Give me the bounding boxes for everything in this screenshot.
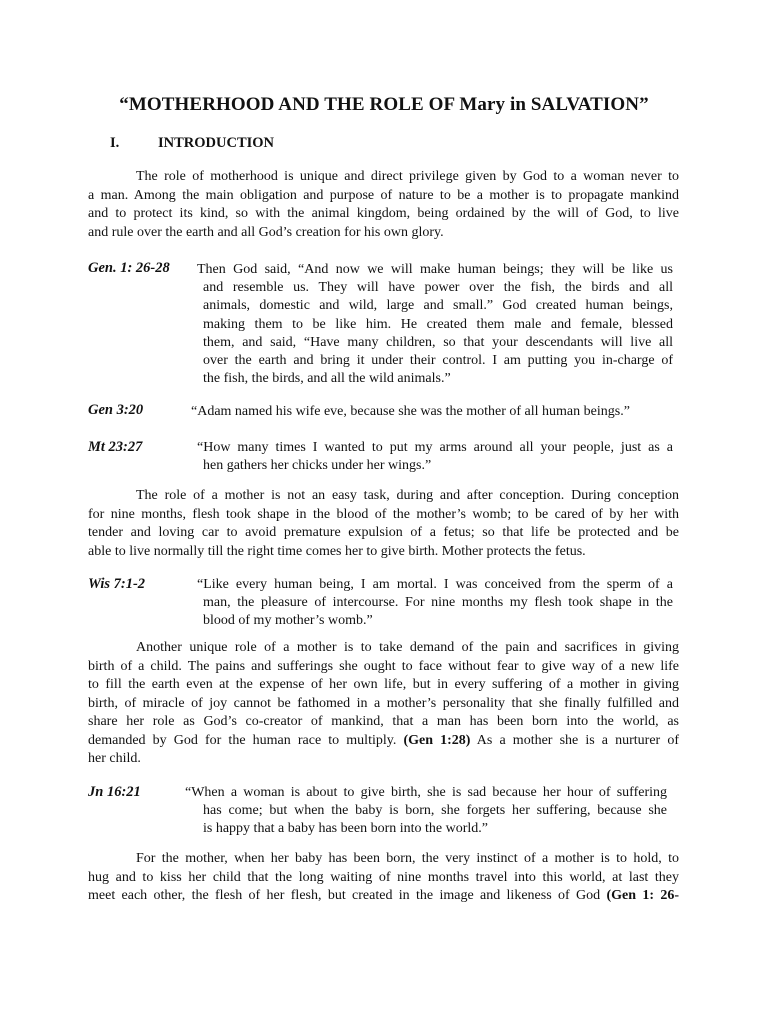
paragraph-line: to fill the earth even at the expense of her own life, but in every suffering of a mother in giving — [88, 677, 679, 692]
paragraph-line: for nine months, flesh took shape in the blood of the mother’s womb; to be cared of by her with — [88, 506, 679, 522]
intro-paragraph — [88, 168, 679, 242]
quote-line: man, the pleasure of intercourse. For nine months my flesh took shape in the — [203, 595, 673, 611]
quote-line: “When a woman is about to give birth, she is sad because her hour of suffering — [185, 785, 667, 800]
quote-line: animals, domestic and wild, large and small.” God created human beings, — [203, 298, 673, 314]
body-paragraph — [88, 487, 679, 561]
paragraph-line: able to live normally till the right time comes her to give birth. Mother protects the fetus. — [88, 543, 586, 559]
quote-line: hen gathers her chicks under her wings.” — [203, 458, 432, 474]
scripture-reference: Gen 3:20 — [88, 402, 144, 418]
paragraph-line: share her role as God’s co-creator of mankind, that a man has been born into the world, as — [88, 714, 679, 729]
paragraph-line: The role of motherhood is unique and direct privilege given by God to a woman never to — [136, 169, 679, 184]
quote-line: “How many times I wanted to put my arms around all your people, just as a — [197, 440, 673, 455]
quote-line: over the earth and bring it under their control. I am putting you in-charge of — [203, 353, 673, 369]
quote-line: is happy that a baby has been born into the world.” — [203, 821, 488, 837]
paragraph-line: a man. Among the main obligation and purpose of nature to be a mother is to propagate mankind — [88, 187, 679, 203]
scripture-quote — [191, 403, 671, 421]
scripture-quote — [197, 576, 673, 631]
paragraph-line: The role of a mother is not an easy task, during and after conception. During conception — [136, 488, 679, 503]
paragraph-line: and to protect its kind, so with the animal kingdom, being ordained by the will of God, to live — [88, 206, 679, 221]
section-title: INTRODUCTION — [158, 135, 275, 151]
paragraph-line: tender and loving car to avoid premature expulsion of a fetus; so that life be protected and be — [88, 525, 679, 540]
citation: (Gen 1: 26- — [606, 888, 679, 903]
quote-line: them, and said, “Have many children, so that your descendants will live all — [203, 334, 673, 350]
paragraph-line: Another unique role of a mother is to take demand of the pain and sacrifices in giving — [136, 640, 679, 655]
paragraph-text: demanded by God for the human race to multiply. — [88, 732, 404, 748]
body-paragraph — [88, 850, 679, 906]
paragraph-line: birth, of miracle of joy cannot be fathomed in a mother’s personality that she finally fulfilled and — [88, 695, 679, 711]
scripture-reference: Gen. 1: 26-28 — [88, 260, 170, 276]
paragraph-text: meet each other, the flesh of her flesh, but created in the image and likeness of God — [88, 888, 607, 903]
paragraph-line — [88, 732, 679, 751]
quote-line: making them to be like him. He created them male and female, blessed — [203, 316, 673, 332]
paragraph-line: For the mother, when her baby has been born, the very instinct of a mother is to hold, to — [136, 851, 679, 866]
quote-line: “Adam named his wife eve, because she was the mother of all human beings.” — [191, 404, 630, 419]
quote-line: the fish, the birds, and all the wild animals.” — [203, 371, 451, 387]
section-heading — [110, 135, 274, 152]
quote-line: has come; but when the baby is born, she forgets her suffering, because she — [203, 803, 667, 819]
paragraph-line: and rule over the earth and all God’s creation for his own glory. — [88, 224, 444, 240]
scripture-quote — [185, 784, 667, 839]
paragraph-line — [88, 887, 679, 906]
scripture-reference: Wis 7:1-2 — [88, 576, 146, 592]
paragraph-line: hug and to kiss her child that the long waiting of nine months travel into this world, at last they — [88, 869, 679, 885]
body-paragraph — [88, 639, 679, 769]
quote-line: and resemble us. They will have power over the fish, the birds and all — [203, 280, 673, 296]
quote-line: “Like every human being, I am mortal. I was conceived from the sperm of a — [197, 577, 673, 592]
scripture-reference: Jn 16:21 — [88, 784, 141, 800]
document-title: “MOTHERHOOD AND THE ROLE OF Mary in SALVATION” — [119, 94, 649, 115]
paragraph-line: birth of a child. The pains and sufferings she ought to face without fear to give way of a new life — [88, 658, 679, 674]
quote-line: Then God said, “And now we will make human beings; they will be like us — [197, 262, 673, 277]
citation: (Gen 1:28) — [403, 732, 471, 748]
quote-line: blood of my mother’s womb.” — [203, 613, 373, 629]
scripture-reference: Mt 23:27 — [88, 439, 143, 455]
scripture-quote — [197, 261, 673, 388]
paragraph-text: As a mother she is a nurturer of — [470, 732, 679, 748]
section-number: I. — [110, 135, 120, 151]
scripture-quote — [197, 439, 673, 475]
paragraph-line: her child. — [88, 751, 141, 766]
